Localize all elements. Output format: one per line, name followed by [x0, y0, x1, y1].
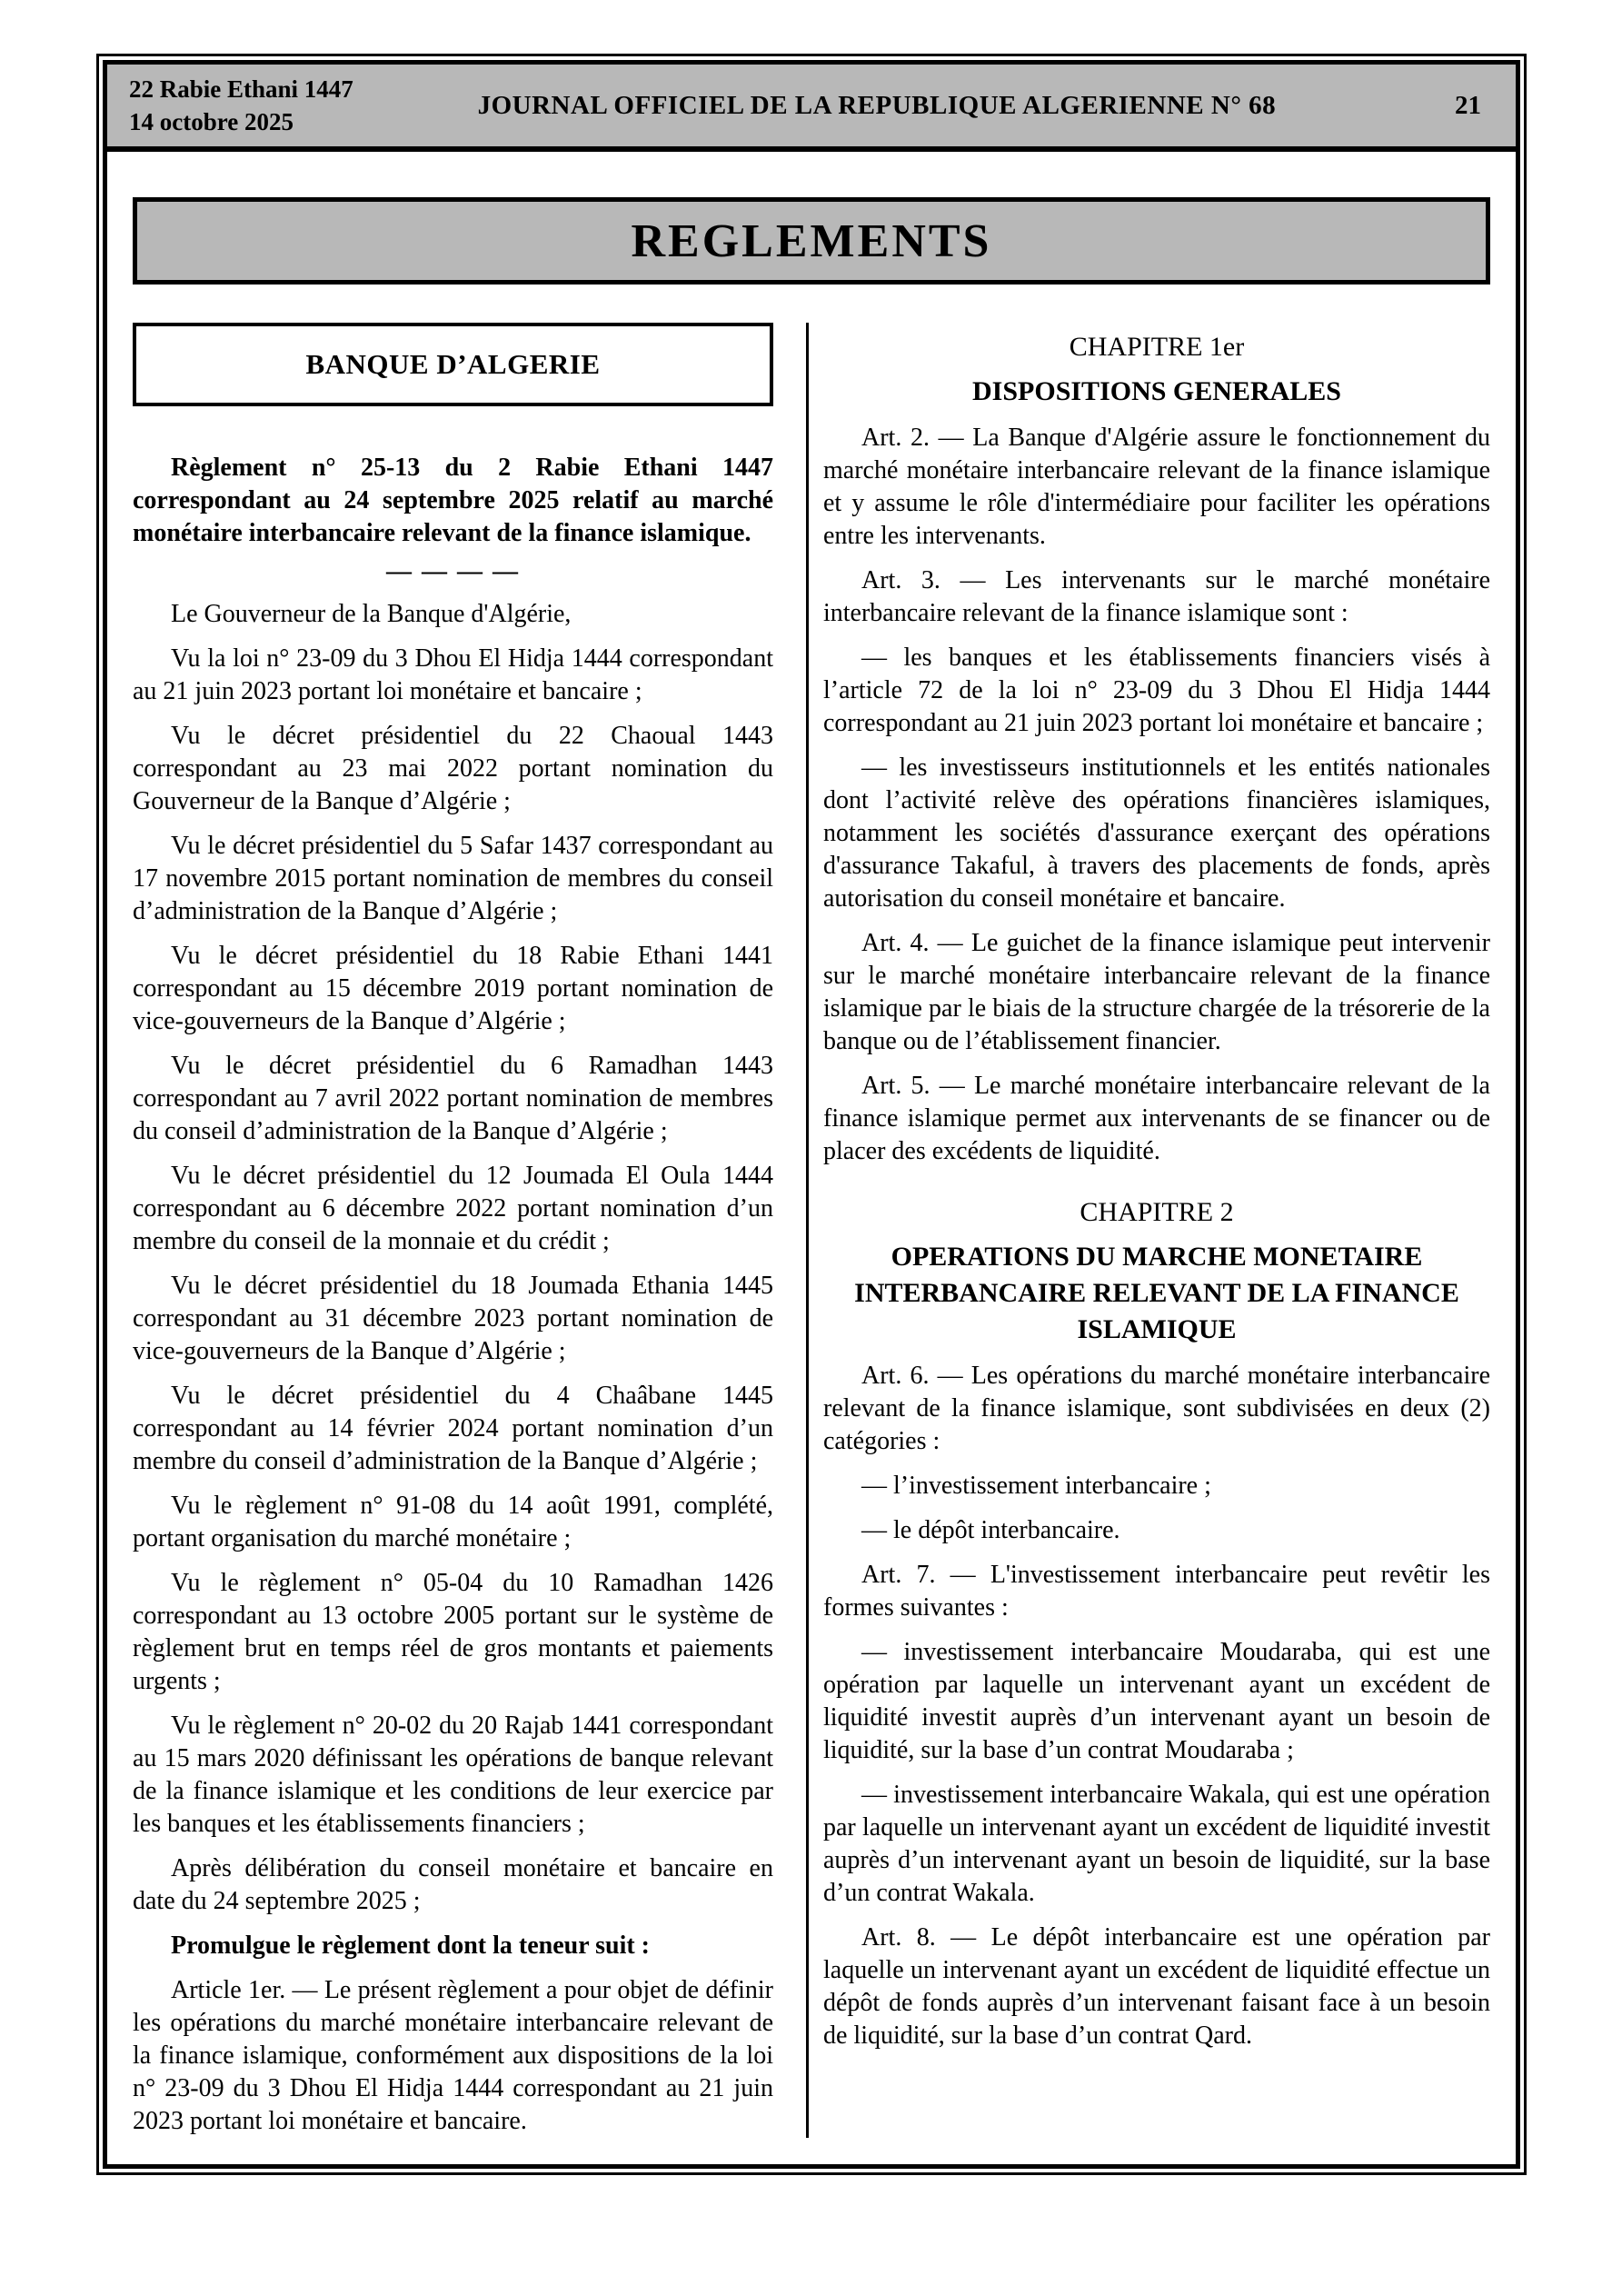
list-item: — le dépôt interbancaire.: [861, 1516, 1120, 1544]
paragraph: Vu le décret présidentiel du 18 Rabie Ethani 1441 correspondant au 15 décembre 2019 portant nomination de vice-gouverneurs de la Banque d’Algérie ;: [133, 942, 773, 1035]
chapter-2-title: OPERATIONS DU MARCHE MONETAIRE INTERBANCAIRE RELEVANT DE LA FINANCE ISLAMIQUE: [854, 1242, 1459, 1344]
paragraph: Vu le décret présidentiel du 5 Safar 1437 correspondant au 17 novembre 2015 portant nomination de membres du conseil d’administration de la Banque d’Algérie ;: [133, 832, 773, 925]
chapter-2-label: CHAPITRE 2: [1080, 1197, 1234, 1227]
journal-title: JOURNAL OFFICIEL DE LA REPUBLIQUE ALGERIENNE N° 68: [477, 90, 1277, 120]
paragraph: Vu le règlement n° 05-04 du 10 Ramadhan 1426 correspondant au 13 octobre 2005 portant sur le système de règlement brut en temps réel de gros montants et paiements urgents ;: [133, 1569, 773, 1695]
section-banner: REGLEMENTS: [133, 197, 1490, 285]
columns: [133, 323, 1490, 2138]
page-frame: [96, 54, 1527, 2175]
page-number: 21: [1455, 90, 1481, 120]
paragraph: Vu le règlement n° 91-08 du 14 août 1991, complété, portant organisation du marché monétaire ;: [133, 1492, 773, 1552]
paragraph-article-7: Art. 7. — L'investissement interbancaire peut revêtir les formes suivantes :: [823, 1561, 1490, 1622]
paragraph: Vu le décret présidentiel du 6 Ramadhan 1443 correspondant au 7 avril 2022 portant nomination de membres du conseil d’administration de la Banque d’Algérie ;: [133, 1052, 773, 1145]
right-column: [823, 323, 1490, 2138]
paragraph: Vu la loi n° 23-09 du 3 Dhou El Hidja 1444 correspondant au 21 juin 2023 portant loi monétaire et bancaire ;: [133, 644, 773, 705]
paragraph-article-2: Art. 2. — La Banque d'Algérie assure le fonctionnement du marché monétaire interbancaire relevant de la finance islamique et y assume le rôle d'intermédiaire pour faciliter les opérations entre les intervenants.: [823, 424, 1490, 550]
page-content: [107, 197, 1516, 2138]
list-item: — investissement interbancaire Wakala, qui est une opération par laquelle un intervenant ayant un excédent de liquidité investit auprès d’un intervenant ayant un besoin de liquidité, sur la base d’un contrat Wakala.: [823, 1781, 1490, 1907]
promulgation-line: Promulgue le règlement dont la teneur suit :: [171, 1932, 651, 1960]
list-item: — investissement interbancaire Moudaraba, qui est une opération par laquelle un intervenant ayant un excédent de liquidité investit auprès d’un intervenant ayant un besoin de liquidité, sur la base d’un contrat Moudaraba ;: [823, 1638, 1490, 1764]
paragraph: Le Gouverneur de la Banque d'Algérie,: [171, 600, 572, 628]
paragraph-article-5: Art. 5. — Le marché monétaire interbancaire relevant de la finance islamique permet aux intervenants de se financer ou de placer des excédents de liquidité.: [823, 1072, 1490, 1165]
paragraph: Vu le décret présidentiel du 22 Chaoual 1443 correspondant au 23 mai 2022 portant nomination du Gouverneur de la Banque d’Algérie ;: [133, 722, 773, 815]
paragraph-article-3: Art. 3. — Les intervenants sur le marché monétaire interbancaire relevant de la finance islamique sont :: [823, 566, 1490, 627]
paragraph: Vu le décret présidentiel du 12 Joumada El Oula 1444 correspondant au 6 décembre 2022 portant nomination d’un membre du conseil de la monnaie et du crédit ;: [133, 1162, 773, 1255]
paragraph: Vu le décret présidentiel du 4 Chaâbane 1445 correspondant au 14 février 2024 portant nomination d’un membre du conseil d’administration de la Banque d’Algérie ;: [133, 1382, 773, 1475]
date-gregorian: 14 octobre 2025: [129, 108, 294, 135]
list-item: — les investisseurs institutionnels et les entités nationales dont l’activité relève des opérations financières islamiques, notamment les sociétés d'assurance exerçant des opérations d'assurance Takaful, à travers des placements de fonds, après autorisation du conseil monétaire et bancaire.: [823, 754, 1490, 913]
chapter-1-label: CHAPITRE 1er: [1069, 332, 1245, 362]
paragraph-article-1: Article 1er. — Le présent règlement a pour objet de définir les opérations du marché monétaire interbancaire relevant de la finance islamique, conformément aux dispositions de la loi n° 23-09 du 3 Dhou El Hidja 1444 correspondant au 21 juin 2023 portant loi monétaire et bancaire.: [133, 1976, 773, 2135]
paragraph-article-4: Art. 4. — Le guichet de la finance islamique peut intervenir sur le marché monétaire interbancaire relevant de la finance islamique par le biais de la structure chargée de la trésorerie de la banque ou de l’établissement financier.: [823, 929, 1490, 1055]
list-item: — l’investissement interbancaire ;: [861, 1472, 1211, 1500]
regulation-title: Règlement n° 25-13 du 2 Rabie Ethani 1447 correspondant au 24 septembre 2025 relatif au marché monétaire interbancaire relevant de la finance islamique.: [133, 454, 773, 547]
paragraph: Vu le décret présidentiel du 18 Joumada Ethania 1445 correspondant au 31 décembre 2023 portant nomination de vice-gouverneurs de la Banque d’Algérie ;: [133, 1272, 773, 1365]
paragraph-article-6: Art. 6. — Les opérations du marché monétaire interbancaire relevant de la finance islamique, sont subdivisées en deux (2) catégories :: [823, 1362, 1490, 1455]
page-frame-inner: [103, 60, 1520, 2169]
paragraph: Après délibération du conseil monétaire et bancaire en date du 24 septembre 2025 ;: [133, 1854, 773, 1915]
org-box: [133, 323, 773, 406]
left-column: [133, 323, 773, 2138]
list-item: — les banques et les établissements financiers visés à l’article 72 de la loi n° 23-09 du 3 Dhou El Hidja 1444 correspondant au 21 juin 2023 portant loi monétaire et bancaire ;: [823, 644, 1490, 737]
header-dates: [129, 73, 353, 138]
org-box-label: BANQUE D’ALGERIE: [305, 348, 601, 380]
paragraph: Vu le règlement n° 20-02 du 20 Rajab 1441 correspondant au 15 mars 2020 définissant les opérations de banque relevant de la finance islamique et les conditions de leur exercice par les banques et les établissements financiers ;: [133, 1712, 773, 1838]
chapter-1-title: DISPOSITIONS GENERALES: [972, 376, 1341, 406]
separator-dashes: — — — —: [386, 557, 520, 585]
paragraph-article-8: Art. 8. — Le dépôt interbancaire est une opération par laquelle un intervenant ayant un excédent de liquidité effectue un dépôt de fonds auprès d’un intervenant faisant face à un besoin de liquidité, sur la base d’un contrat Qard.: [823, 1923, 1490, 2050]
column-divider: [806, 323, 809, 2138]
date-hijri: 22 Rabie Ethani 1447: [129, 75, 353, 103]
page-header: [107, 65, 1516, 152]
